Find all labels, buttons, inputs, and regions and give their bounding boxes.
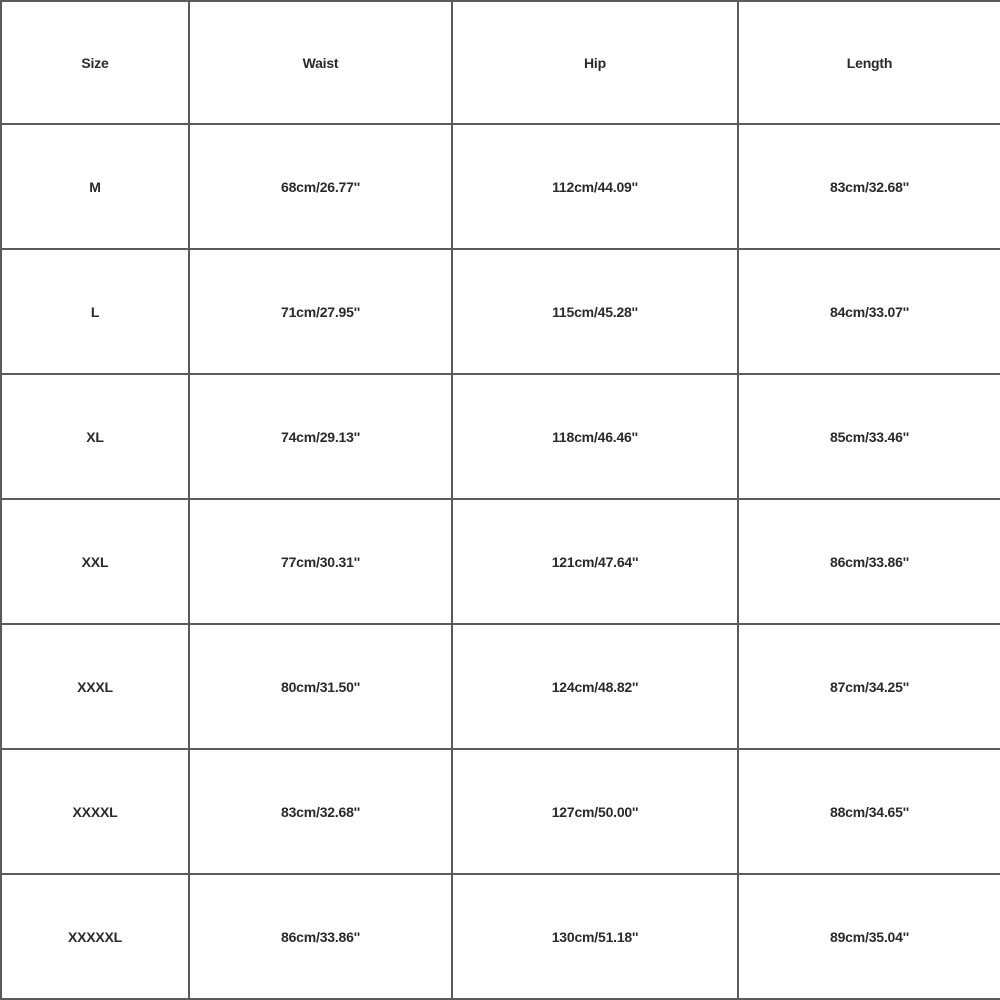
hip-cell: 127cm/50.00'' <box>452 749 738 874</box>
length-cell: 88cm/34.65'' <box>738 749 1000 874</box>
size-cell: XXXXXL <box>1 874 189 999</box>
length-cell: 86cm/33.86'' <box>738 499 1000 624</box>
waist-cell: 71cm/27.95'' <box>189 249 452 374</box>
waist-cell: 80cm/31.50'' <box>189 624 452 749</box>
waist-cell: 68cm/26.77'' <box>189 124 452 249</box>
table-row <box>1 124 1000 249</box>
table-row <box>1 749 1000 874</box>
length-cell: 83cm/32.68'' <box>738 124 1000 249</box>
hip-cell: 130cm/51.18'' <box>452 874 738 999</box>
header-row <box>1 1 1000 124</box>
length-cell: 87cm/34.25'' <box>738 624 1000 749</box>
hip-cell: 112cm/44.09'' <box>452 124 738 249</box>
size-cell: M <box>1 124 189 249</box>
waist-cell: 83cm/32.68'' <box>189 749 452 874</box>
table-row <box>1 499 1000 624</box>
hip-cell: 118cm/46.46'' <box>452 374 738 499</box>
table-row <box>1 624 1000 749</box>
size-cell: XXXL <box>1 624 189 749</box>
header-length: Length <box>738 1 1000 124</box>
size-cell: XL <box>1 374 189 499</box>
hip-cell: 124cm/48.82'' <box>452 624 738 749</box>
size-cell: XXL <box>1 499 189 624</box>
header-size: Size <box>1 1 189 124</box>
table-row <box>1 874 1000 999</box>
table-row <box>1 249 1000 374</box>
hip-cell: 121cm/47.64'' <box>452 499 738 624</box>
waist-cell: 86cm/33.86'' <box>189 874 452 999</box>
waist-cell: 74cm/29.13'' <box>189 374 452 499</box>
length-cell: 89cm/35.04'' <box>738 874 1000 999</box>
length-cell: 84cm/33.07'' <box>738 249 1000 374</box>
table-row <box>1 374 1000 499</box>
header-waist: Waist <box>189 1 452 124</box>
size-cell: XXXXL <box>1 749 189 874</box>
waist-cell: 77cm/30.31'' <box>189 499 452 624</box>
header-hip: Hip <box>452 1 738 124</box>
size-cell: L <box>1 249 189 374</box>
length-cell: 85cm/33.46'' <box>738 374 1000 499</box>
hip-cell: 115cm/45.28'' <box>452 249 738 374</box>
